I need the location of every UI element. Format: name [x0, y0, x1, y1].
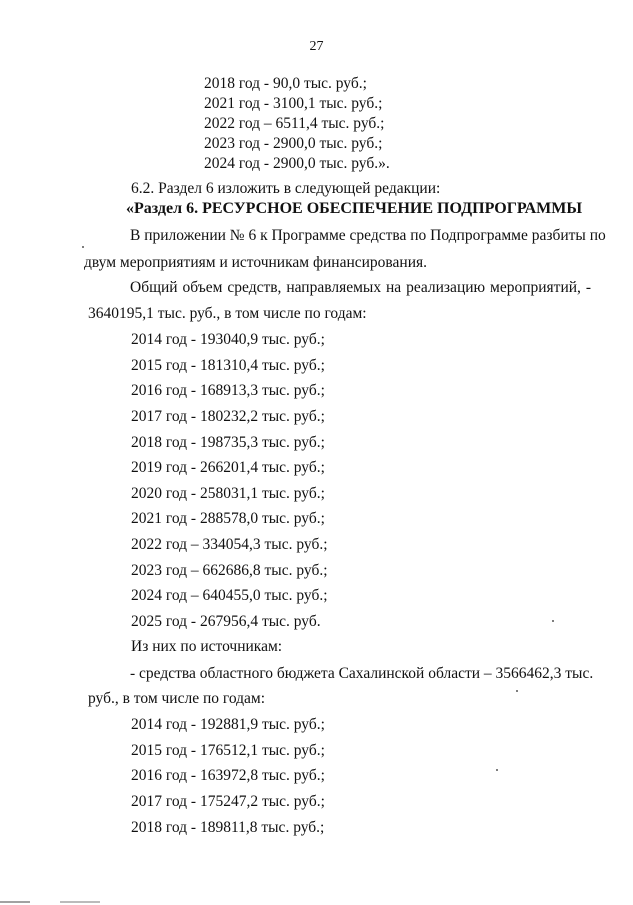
total-year-2025: 2025 год - 267956,4 тыс. руб.: [131, 613, 321, 630]
regional-year-2017: 2017 год - 175247,2 тыс. руб.;: [131, 793, 325, 810]
total-year-2019: 2019 год - 266201,4 тыс. руб.;: [131, 459, 325, 476]
total-year-2016: 2016 год - 168913,3 тыс. руб.;: [131, 382, 325, 399]
sources-intro: Из них по источникам:: [131, 638, 283, 655]
page-number: 27: [309, 39, 324, 54]
top-list-item-2021: 2021 год - 3100,1 тыс. руб.;: [204, 95, 383, 112]
paragraph-2-line-1: Общий объем средств, направляемых на реализацию мероприятий, -: [130, 279, 591, 296]
total-year-2024: 2024 год – 640455,0 тыс. руб.;: [131, 587, 328, 604]
regional-year-2015: 2015 год - 176512,1 тыс. руб.;: [131, 742, 325, 759]
total-year-2023: 2023 год – 662686,8 тыс. руб.;: [131, 562, 328, 579]
scan-speck: [516, 690, 518, 692]
scan-speck: [496, 769, 498, 771]
top-list-item-2022: 2022 год – 6511,4 тыс. руб.;: [204, 115, 385, 132]
scan-speck: [82, 246, 84, 248]
regional-budget-line-2: руб., в том числе по годам:: [88, 690, 266, 707]
total-year-2022: 2022 год – 334054,3 тыс. руб.;: [131, 536, 328, 553]
total-year-2017: 2017 год - 180232,2 тыс. руб.;: [131, 408, 325, 425]
regional-year-2018: 2018 год - 189811,8 тыс. руб.;: [131, 819, 325, 836]
paragraph-1-line-1: В приложении № 6 к Программе средства по Подпрограмме разбиты по: [130, 227, 606, 244]
section-6-2-instruction: 6.2. Раздел 6 изложить в следующей редакции:: [131, 180, 441, 197]
top-list-item-2024: 2024 год - 2900,0 тыс. руб.».: [204, 155, 390, 172]
scan-speck: [552, 620, 554, 622]
total-year-2020: 2020 год - 258031,1 тыс. руб.;: [131, 485, 325, 502]
top-list-item-2023: 2023 год - 2900,0 тыс. руб.;: [204, 135, 383, 152]
regional-year-2016: 2016 год - 163972,8 тыс. руб.;: [131, 767, 325, 784]
paragraph-2-line-2: 3640195,1 тыс. руб., в том числе по годам:: [88, 305, 367, 322]
total-year-2021: 2021 год - 288578,0 тыс. руб.;: [131, 510, 325, 527]
top-list-item-2018: 2018 год - 90,0 тыс. руб.;: [204, 75, 367, 92]
scan-edge-artifact: [0, 901, 633, 903]
paragraph-1-line-2: двум мероприятиям и источникам финансирования.: [84, 254, 428, 271]
regional-budget-line-1: - средства областного бюджета Сахалинской области – 3566462,3 тыс.: [130, 665, 594, 682]
total-year-2018: 2018 год - 198735,3 тыс. руб.;: [131, 434, 325, 451]
section-heading: «Раздел 6. РЕСУРСНОЕ ОБЕСПЕЧЕНИЕ ПОДПРОГРАММЫ: [126, 200, 583, 217]
total-year-2014: 2014 год - 193040,9 тыс. руб.;: [131, 331, 325, 348]
total-year-2015: 2015 год - 181310,4 тыс. руб.;: [131, 357, 325, 374]
regional-year-2014: 2014 год - 192881,9 тыс. руб.;: [131, 716, 325, 733]
